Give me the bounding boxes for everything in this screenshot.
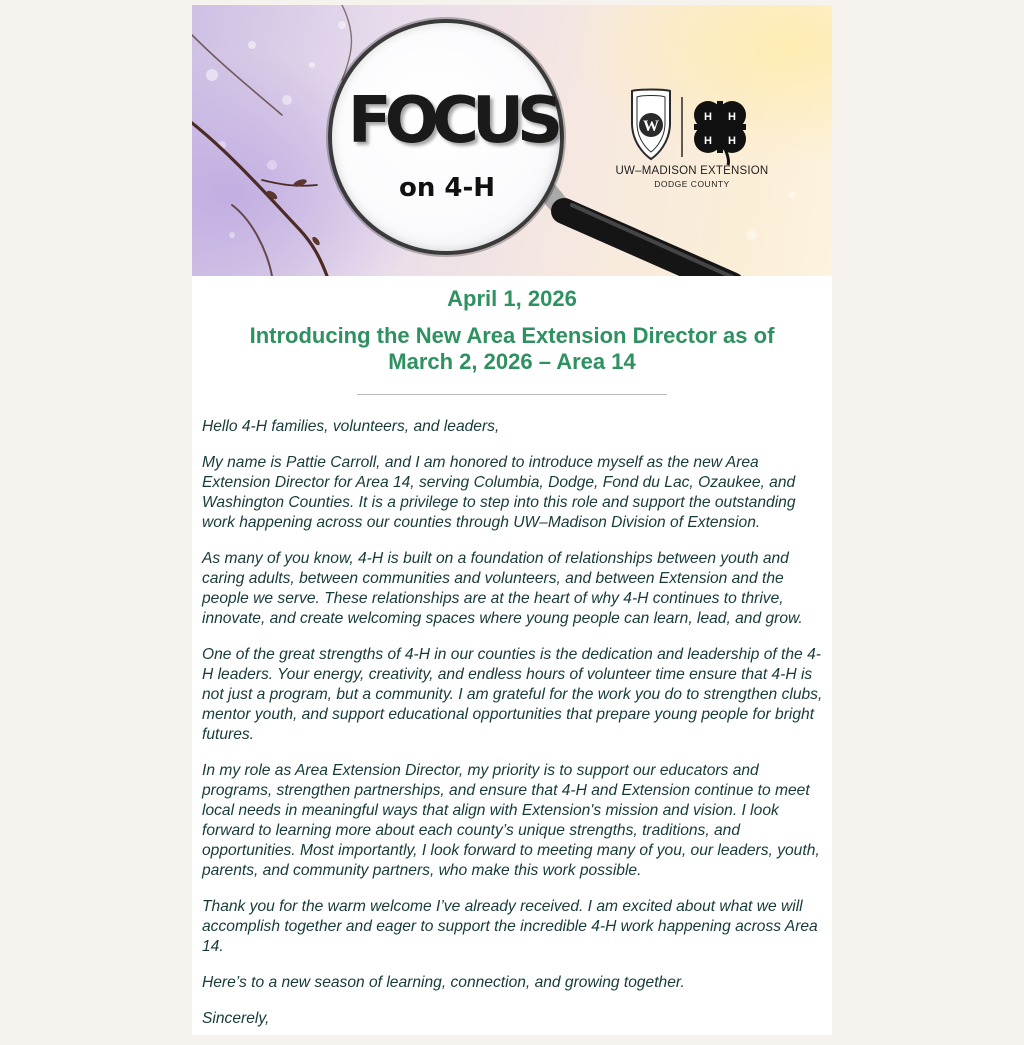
focus-logo-subtitle: on 4-H xyxy=(398,173,496,203)
intro-paragraph: My name is Pattie Carroll, and I am honored to introduce myself as the new Area Extension Director for Area 14, serving Columbia, Dodge, Fond du Lac, Ozaukee, and Washington Counties. It is a privilege to step into this role and support the outstanding work happening across our counties through UW–Madison Division of Extension. xyxy=(202,454,796,531)
newsletter-sheet xyxy=(192,5,832,1035)
partner-county: DODGE COUNTY xyxy=(654,179,730,189)
role-paragraph: In my role as Area Extension Director, my priority is to support our educators and programs, strengthen partnerships, and ensure that 4-H and Extension continue to meet local needs in meaningful ways that align with Extension's mission and vision. I look forward to learning more about each county’s unique strengths, traditions, and opportunities. Most importantly, I look forward to meeting many of you, our leaders, youth, parents, and community partners, who make this work possible. xyxy=(202,762,820,879)
uw-crest-icon xyxy=(632,90,670,160)
greeting-paragraph: Hello 4-H families, volunteers, and leaders, xyxy=(202,418,500,435)
clover-letter: H xyxy=(704,111,712,123)
four-h-clover-icon xyxy=(694,101,746,165)
leaders-paragraph: One of the great strengths of 4-H in our counties is the dedication and leadership of the 4-H leaders. Your energy, creativity, and endless hours of volunteer time ensure that 4-H is not just a program, but a community. I am grateful for the work you do to strengthen clubs, mentor youth, and support educational opportunities that prepare young people for bright futures. xyxy=(202,646,823,743)
title-divider xyxy=(357,394,667,395)
closing-paragraph: Here’s to a new season of learning, connection, and growing together. xyxy=(202,974,685,991)
signoff: Sincerely, xyxy=(202,1010,270,1027)
clover-letter: H xyxy=(704,135,712,147)
article-title: Introducing the New Area Extension Director as of March 2, 2026 – Area 14 xyxy=(249,323,775,374)
magnifying-glass-icon xyxy=(544,187,732,276)
relationships-paragraph: As many of you know, 4-H is built on a foundation of relationships between youth and caring adults, between communities and volunteers, and between Extension and the people we serve. These relationships are at the heart of why 4-H continues to thrive, innovate, and create welcoming spaces where young people can learn, lead, and grow. xyxy=(202,550,803,627)
svg-text:W: W xyxy=(643,118,659,135)
issue-date: April 1, 2026 xyxy=(447,286,577,311)
twig-buds xyxy=(265,178,321,247)
clover-letter: H xyxy=(728,111,736,123)
partner-name: UW–MADISON EXTENSION xyxy=(615,165,769,177)
focus-logo-word: FOCUS xyxy=(347,84,557,158)
header-banner xyxy=(192,5,832,276)
clover-letter: H xyxy=(728,135,736,147)
thanks-paragraph: Thank you for the warm welcome I’ve already received. I am excited about what we will accomplish together and eager to support the incredible 4-H work happening across Area 14. xyxy=(202,898,818,955)
article-body xyxy=(202,417,827,1045)
